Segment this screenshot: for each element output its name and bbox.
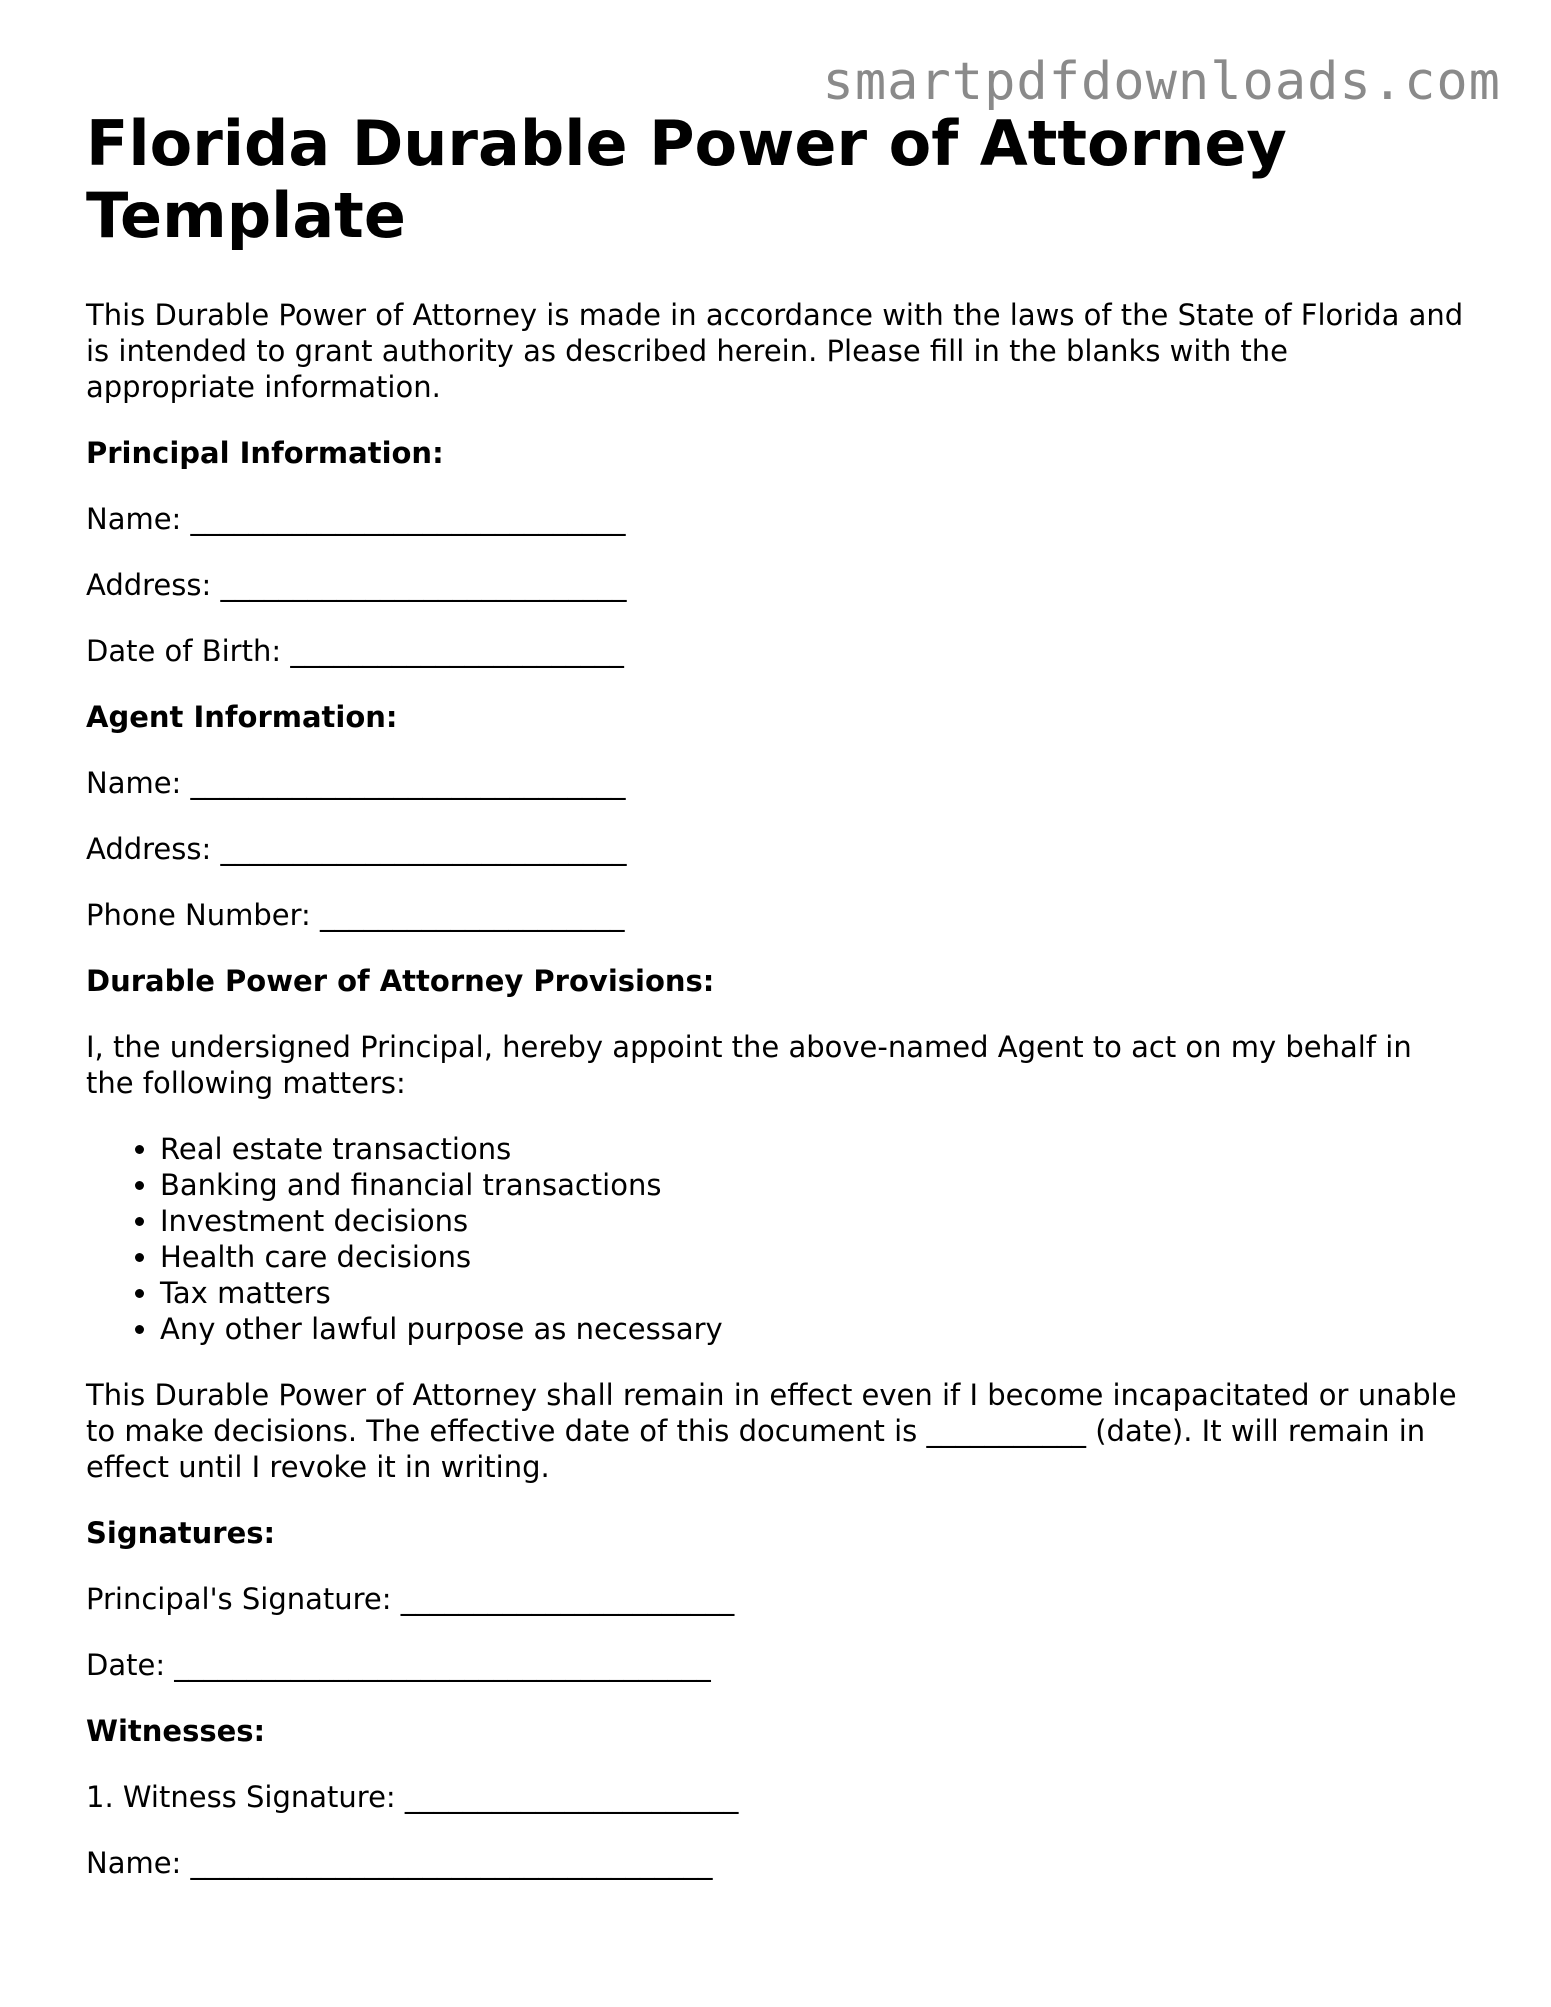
list-item: • Real estate transactions: [160, 1131, 1466, 1167]
list-item: • Tax matters: [160, 1275, 1466, 1311]
agent-name-field[interactable]: Name: ______________________________: [86, 766, 626, 800]
document-page: [86, 108, 1466, 1881]
appointment-paragraph: I, the undersigned Principal, hereby appoint the above-named Agent to act on my behalf in the following matters:: [86, 1030, 1412, 1100]
durability-paragraph: This Durable Power of Attorney shall remain in effect even if I become incapacitated or unable to make decisions. The effective date of this document is ___________ (date). It will remain in effect until I revoke it in writing.: [86, 1378, 1457, 1484]
witnesses-heading: Witnesses:: [86, 1714, 266, 1748]
watermark: smartpdfdownloads.com: [822, 52, 1501, 112]
list-item: • Any other lawful purpose as necessary: [160, 1311, 1466, 1347]
document-title: Florida Durable Power of Attorney Template: [86, 107, 1287, 252]
intro-paragraph: This Durable Power of Attorney is made in accordance with the laws of the State of Florida and is intended to grant authority as described herein. Please fill in the blanks with the appropriate information.: [86, 298, 1464, 404]
signature-date-field[interactable]: Date: _____________________________________: [86, 1648, 711, 1682]
list-item: • Banking and financial transactions: [160, 1167, 1466, 1203]
agent-address-field[interactable]: Address: ____________________________: [86, 832, 627, 866]
list-item: • Health care decisions: [160, 1239, 1466, 1275]
witness1-name-field[interactable]: Name: ____________________________________: [86, 1846, 713, 1880]
agent-info-heading: Agent Information:: [86, 700, 398, 734]
witness1-signature-field[interactable]: 1. Witness Signature: _______________________: [86, 1780, 739, 1814]
principal-address-field[interactable]: Address: ____________________________: [86, 568, 627, 602]
signatures-heading: Signatures:: [86, 1516, 276, 1550]
provisions-heading: Durable Power of Attorney Provisions:: [86, 964, 715, 998]
principal-info-heading: Principal Information:: [86, 436, 444, 470]
agent-phone-field[interactable]: Phone Number: _____________________: [86, 898, 625, 932]
principal-name-field[interactable]: Name: ______________________________: [86, 502, 626, 536]
principal-signature-field[interactable]: Principal's Signature: _______________________: [86, 1582, 735, 1616]
principal-dob-field[interactable]: Date of Birth: _______________________: [86, 634, 624, 668]
powers-list: [86, 1131, 1466, 1347]
list-item: • Investment decisions: [160, 1203, 1466, 1239]
